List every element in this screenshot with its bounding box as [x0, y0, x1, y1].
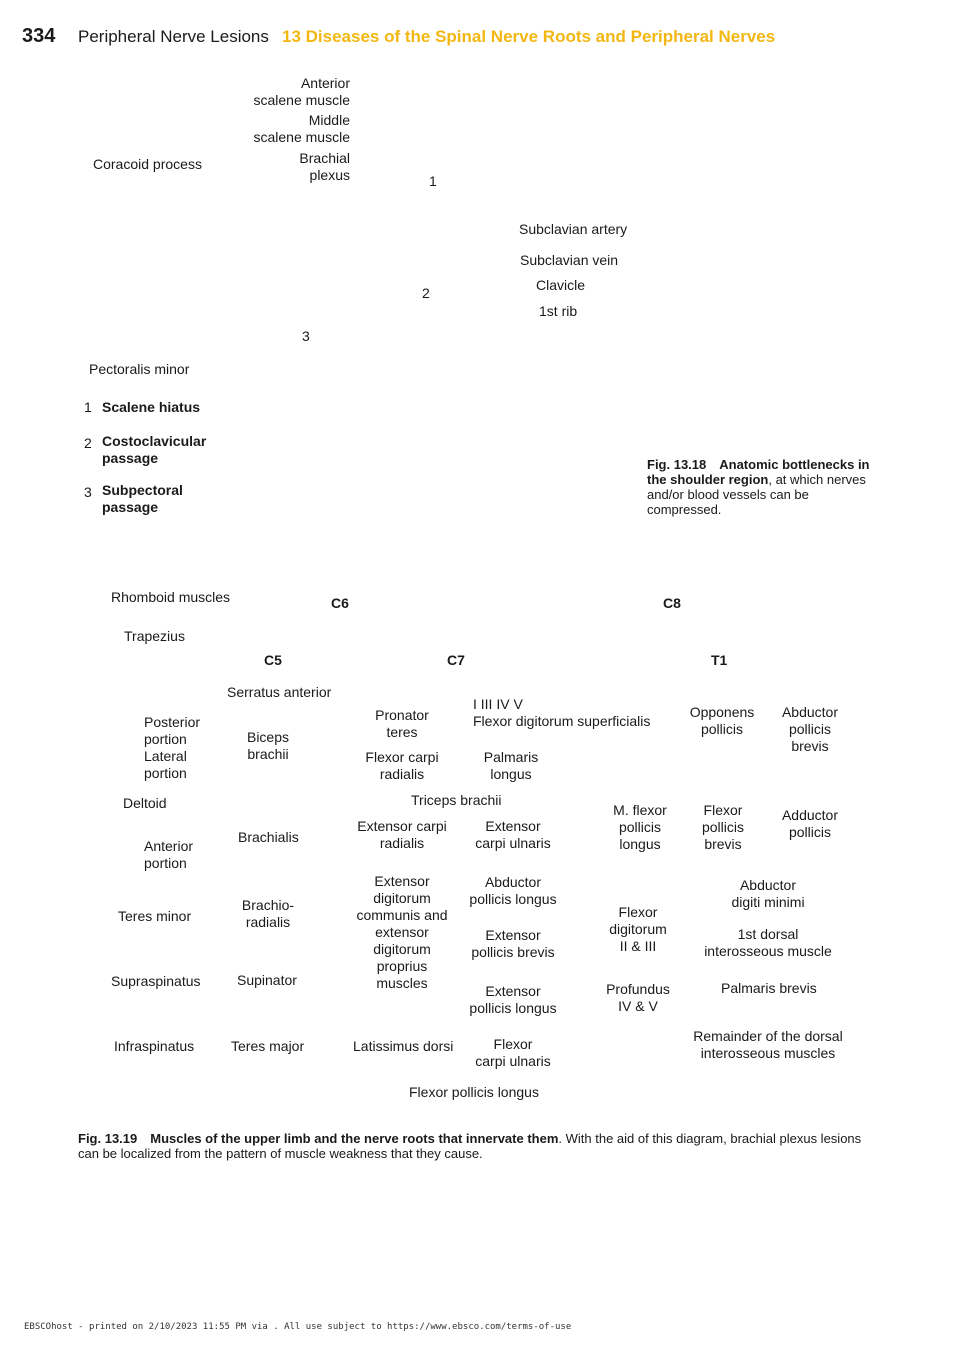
legend-item-scalene-hiatus: Scalene hiatus [102, 399, 201, 415]
muscle-supinator: Supinator [237, 972, 297, 988]
figure-caption-13-18 [647, 457, 877, 517]
muscle-flexor-digitorum-superficialis: I III IV V Flexor digitorum superficialis [473, 696, 651, 729]
legend-number: 3 [84, 484, 92, 500]
muscle-deltoid-anterior: Anterior portion [144, 838, 194, 871]
muscle-deltoid-posterior-lateral: Posterior portion Lateral portion [144, 714, 201, 781]
marker-1: 1 [429, 173, 437, 189]
root-label-c6: C6 [331, 595, 349, 611]
muscle-deltoid: Deltoid [123, 795, 167, 811]
label-coracoid-process: Coracoid process [93, 156, 202, 172]
muscle-flexor-pollicis-longus: Flexor pollicis longus [409, 1084, 539, 1100]
muscle-opponens-pollicis: Opponens pollicis [689, 704, 755, 737]
muscle-infraspinatus: Infraspinatus [114, 1038, 195, 1054]
muscle-extensor-carpi-ulnaris: Extensor carpi ulnaris [475, 818, 551, 851]
muscle-abductor-pollicis-brevis: Abductor pollicis brevis [781, 704, 839, 754]
muscle-abductor-digiti-minimi: Abductor digiti minimi [731, 877, 805, 910]
label-subclavian-vein: Subclavian vein [520, 252, 619, 268]
muscle-brachioradialis: Brachio- radialis [241, 897, 295, 930]
caption-text: , at which nerves and/or blood vessels can be compressed. [647, 472, 866, 517]
label-middle-scalene: Middle scalene muscle [253, 112, 350, 145]
running-title: Peripheral Nerve Lesions [78, 27, 269, 46]
label-brachial-plexus: Brachial plexus [299, 150, 350, 183]
muscle-remainder-dorsal-interosseous: Remainder of the dorsal interosseous muscles [693, 1028, 843, 1061]
muscle-adductor-pollicis: Adductor pollicis [781, 807, 839, 840]
legend-item-subpectoral-passage: Subpectoral passage [102, 482, 183, 515]
muscle-flexor-digitorum-ii-iii: Flexor digitorum II & III [609, 904, 667, 954]
muscle-flexor-pollicis-brevis: Flexor pollicis brevis [701, 802, 744, 852]
marker-3: 3 [302, 328, 310, 344]
muscle-extensor-carpi-radialis: Extensor carpi radialis [357, 818, 447, 851]
muscle-pronator-teres: Pronator teres [375, 707, 429, 740]
legend-number: 1 [84, 399, 92, 415]
figure-caption-13-19 [78, 1131, 868, 1161]
marker-2: 2 [422, 285, 430, 301]
label-first-rib: 1st rib [539, 303, 578, 319]
muscle-teres-minor: Teres minor [118, 908, 192, 924]
muscle-extensor-pollicis-brevis: Extensor pollicis brevis [471, 927, 555, 960]
caption-title: Fig. 13.19 Muscles of the upper limb and the nerve roots that innervate them [78, 1131, 559, 1146]
chapter-title: 13 Diseases of the Spinal Nerve Roots and Peripheral Nerves [282, 27, 776, 46]
muscle-m-flexor-pollicis-longus: M. flexor pollicis longus [613, 802, 667, 852]
label-clavicle: Clavicle [536, 277, 586, 293]
muscle-biceps-brachii: Biceps brachii [246, 729, 290, 762]
label-pectoralis-minor: Pectoralis minor [89, 361, 190, 377]
root-label-t1: T1 [711, 652, 728, 668]
caption-text: . With the aid of this diagram, brachial plexus lesions can be localized from the pattern of muscle weakness that they cause. [78, 1131, 862, 1161]
muscle-flexor-carpi-ulnaris: Flexor carpi ulnaris [475, 1036, 551, 1069]
muscle-first-dorsal-interosseous: 1st dorsal interosseous muscle [704, 926, 832, 959]
root-label-c8: C8 [663, 595, 681, 611]
muscle-latissimus-dorsi: Latissimus dorsi [353, 1038, 454, 1054]
muscle-palmaris-longus: Palmaris longus [483, 749, 539, 782]
muscle-palmaris-brevis: Palmaris brevis [721, 980, 817, 996]
muscle-abductor-pollicis-longus: Abductor pollicis longus [469, 874, 557, 907]
muscle-extensor-pollicis-longus: Extensor pollicis longus [469, 983, 557, 1016]
legend-item-costoclavicular-passage: Costoclavicular passage [102, 433, 207, 466]
muscle-trapezius: Trapezius [124, 628, 185, 644]
muscle-serratus-anterior: Serratus anterior [227, 684, 332, 700]
muscle-triceps-brachii: Triceps brachii [411, 792, 502, 808]
muscle-profundus-iv-v: Profundus IV & V [606, 981, 670, 1014]
root-label-c7: C7 [447, 652, 465, 668]
label-subclavian-artery: Subclavian artery [519, 221, 628, 237]
footer-print-notice: EBSCOhost - printed on 2/10/2023 11:55 PM via . All use subject to https://www.ebsco.com/terms-of-use [24, 1322, 572, 1332]
muscle-flexor-carpi-radialis: Flexor carpi radialis [365, 749, 439, 782]
root-label-c5: C5 [264, 652, 282, 668]
muscle-brachialis: Brachialis [238, 829, 299, 845]
muscle-extensor-digitorum-communis: Extensor digitorum communis and extensor digitorum proprius muscles [356, 873, 448, 991]
legend-number: 2 [84, 435, 92, 451]
muscle-supraspinatus: Supraspinatus [111, 973, 201, 989]
muscle-rhomboid: Rhomboid muscles [111, 589, 231, 605]
page-number: 334 [22, 25, 56, 47]
caption-title: Fig. 13.18 Anatomic bottlenecks in the shoulder region [647, 457, 870, 487]
label-anterior-scalene: Anterior scalene muscle [253, 75, 350, 108]
muscle-teres-major: Teres major [231, 1038, 305, 1054]
